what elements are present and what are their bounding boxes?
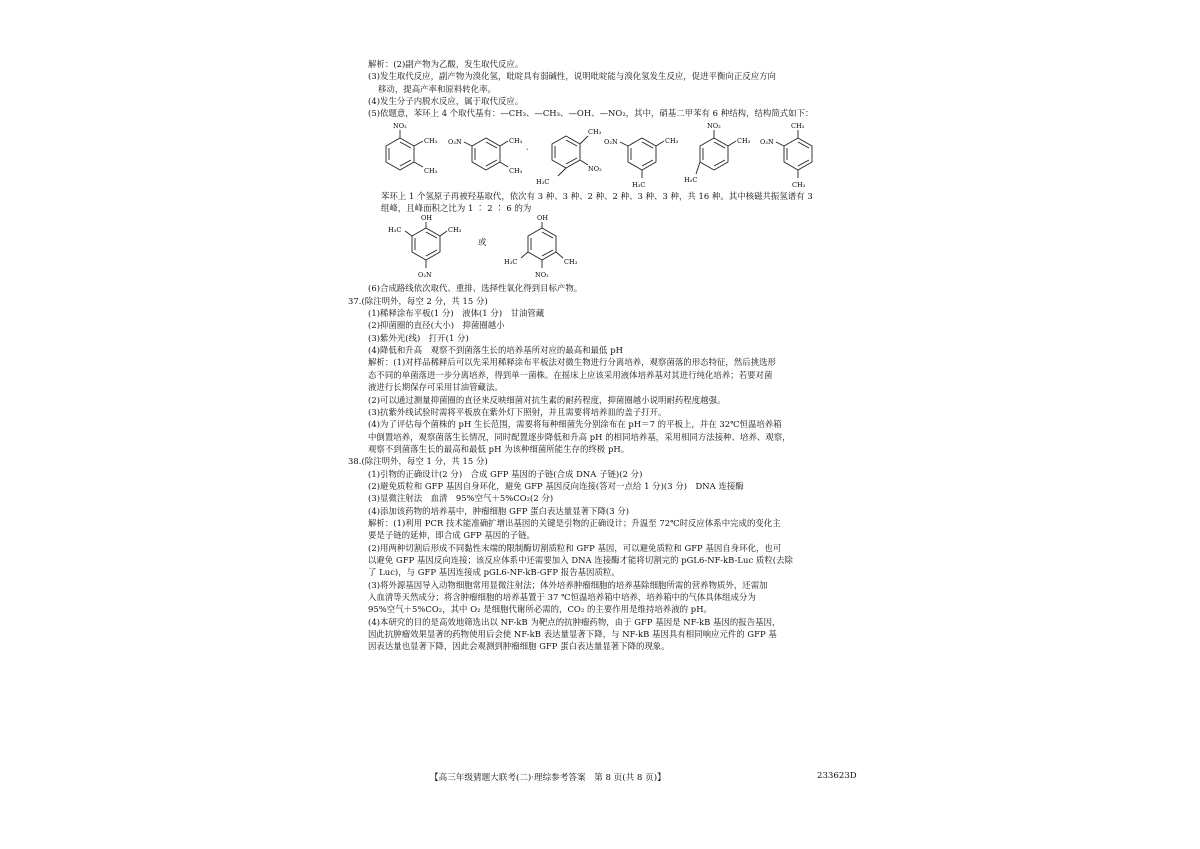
text-line: 组峰，且峰面积之比为 1 ∶ 2 ∶ 6 的为 xyxy=(381,203,532,214)
text-block xyxy=(348,282,860,652)
svg-text:H₃C: H₃C xyxy=(388,226,402,235)
text-line: 苯环上 1 个氢原子再被羟基取代，依次有 3 种、3 种、2 种、2 种、3 种、3 种，共 16 种。其中核磁共振氢谱有 3 xyxy=(381,190,813,201)
structure-5 xyxy=(684,120,754,190)
text-line: (4)降低和升高 观察不到菌落生长的培养基所对应的最高和最低 pH xyxy=(368,345,623,356)
text-line: 解析：(1)对样品稀释后可以先采用稀释涂布平板法对微生物进行分离培养，观察菌落的形态特征，然后挑选形 xyxy=(368,357,776,368)
text-line: 移动，提高产率和原料转化率。 xyxy=(378,83,496,94)
svg-text:CH₃: CH₃ xyxy=(588,127,602,136)
text-line: 入血清等天然成分；将含肿瘤细胞的培养基置于 37 ℃恒温培养箱中培养，培养箱中的气体具体组成分为 xyxy=(368,592,756,602)
svg-text:O₂N: O₂N xyxy=(418,271,432,280)
svg-text:OH: OH xyxy=(421,214,433,223)
svg-text:CH₃: CH₃ xyxy=(448,226,462,235)
svg-text:OH: OH xyxy=(537,214,549,223)
svg-text:CH₃: CH₃ xyxy=(737,136,751,145)
text-line: (2)可以通过测量抑菌圈的直径来反映细菌对抗生素的耐药程度，抑菌圈越小说明耐药程度越强。 xyxy=(368,394,726,405)
text-line: 95%空气＋5%CO₂，其中 O₂ 是细胞代谢所必需的，CO₂ 的主要作用是维持培养液的 pH。 xyxy=(368,604,712,615)
text-line: (3)显微注射法 血清 95%空气＋5%CO₂(2 分) xyxy=(368,493,554,504)
text-line: (4)添加该药物的培养基中，肿瘤细胞 GFP 蛋白表达量显著下降(3 分) xyxy=(368,505,630,516)
svg-text:NO₂: NO₂ xyxy=(535,271,549,280)
text-line: 因此抗肿瘤效果显著的药物使用后会使 NF-kB 表达量显著下降，与 NF-kB 基因具有相同响应元件的 GFP 基 xyxy=(368,629,777,640)
svg-text:O₂N: O₂N xyxy=(448,137,462,146)
svg-text:O₂N: O₂N xyxy=(604,137,618,146)
text-line: (3)发生取代反应，副产物为溴化氢，吡啶具有弱碱性，说明吡啶能与溴化氢发生反应，促进平衡向正反应方向 xyxy=(368,71,776,82)
text-line: 中倒置培养，观察菌落生长情况，同时配置逐步降低和升高 pH 的相同培养基，采用相同方法接种、培养、观察， xyxy=(368,431,791,442)
text-line: (1)稀释涂布平板(1 分) 液体(1 分) 甘油管藏 xyxy=(368,308,545,319)
text-line: 解析：(1)利用 PCR 技术能准确扩增出基因的关键是引物的正确设计；升温至 72℃时反应体系中完成的变化主 xyxy=(368,517,781,528)
text-line: 态不同的单菌落进一步分离培养，得到单一菌株。在摇床上应该采用液体培养基对其进行纯化培养；若要对菌 xyxy=(368,369,773,380)
phenol-structure-2 xyxy=(504,214,584,282)
svg-text:NO₂: NO₂ xyxy=(588,164,602,173)
svg-text:CH₃: CH₃ xyxy=(509,136,523,145)
text-line: 了 Luc)，与 GFP 基因连接成 pGL6-NF-kB-GFP 报告基因质粒。 xyxy=(368,567,620,578)
svg-text:CH₃: CH₃ xyxy=(792,180,806,189)
structure-1 xyxy=(378,120,448,188)
text-line: 液进行长期保存可采用甘油管藏法。 xyxy=(368,382,503,393)
svg-text:CH₃: CH₃ xyxy=(509,166,523,175)
text-line: 要是子链的延伸，即合成 GFP 基因的子链。 xyxy=(368,530,535,541)
svg-text:CH₃: CH₃ xyxy=(791,121,805,130)
svg-text:H₃C: H₃C xyxy=(504,258,518,267)
text-line: (2)用两种切割后形成不同黏性末端的限制酶切割质粒和 GFP 基因，可以避免质粒和 GFP 基因自身环化，也可 xyxy=(368,542,782,553)
text-line: (3)将外源基因导入动物细胞常用显微注射法；体外培养肿瘤细胞的培养基除细胞所需的营养物质外，还需加 xyxy=(368,579,768,590)
svg-text:H₃C: H₃C xyxy=(684,175,698,184)
phenol-structure-1 xyxy=(388,214,468,282)
text-line: (1)引物的正确设计(2 分) 合成 GFP 基因的子链(合成 DNA 子链)(2 分) xyxy=(368,468,643,479)
text-line: 因表达量也显著下降，因此会观测到肿瘤细胞 GFP 蛋白表达量显著下降的现象。 xyxy=(368,641,670,652)
text-line: (2)抑菌圈的直径(大小) 抑菌圈越小 xyxy=(368,320,505,331)
text-line: (5)依题意，苯环上 4 个取代基有：—CH₃、—CH₃、—OH、—NO₂，其中，硝基二甲苯有 6 种结构，结构简式如下： xyxy=(368,108,814,119)
text-line: (3)抗紫外线试验时需将平板放在紫外灯下照射，并且需要将培养皿的盖子打开。 xyxy=(368,406,667,417)
text-line: (2)避免质粒和 GFP 基因自身环化，避免 GFP 基因反向连接(答对一点给 1 分)(3 分) DNA 连接酶 xyxy=(368,480,744,491)
text-line: 以避免 GFP 基因反向连接；该反应体系中还需要加入 DNA 连接酶才能将切割完的 pGL6-NF-kB-Luc 质粒(去除 xyxy=(368,554,793,565)
svg-text:NO₂: NO₂ xyxy=(393,121,407,130)
structure-4 xyxy=(604,120,684,190)
phenol-structures xyxy=(388,214,860,282)
structure-2 xyxy=(448,120,528,188)
text-line: (6)合成路线依次取代、重排、选择性氧化得到目标产物。 xyxy=(368,283,583,294)
text-block xyxy=(348,58,860,120)
text-line: (4)为了评估每个菌株的 pH 生长范围，需要将每种细菌先分别涂布在 pH＝7 的平板上，并在 32℃恒温培养箱 xyxy=(368,419,782,430)
separator-comma: 、 xyxy=(526,142,533,151)
footer-title: 【高三年级猜题大联考(二)·理综参考答案 第 8 页(共 8 页)】 xyxy=(430,773,666,783)
answer-content xyxy=(348,58,860,653)
page-footer xyxy=(430,771,870,783)
structure-6 xyxy=(760,120,840,190)
svg-text:CH₃: CH₃ xyxy=(424,166,438,175)
footer-code: 233623D xyxy=(817,771,857,781)
svg-text:H₃C: H₃C xyxy=(536,177,550,186)
text-line: 解析：(2)副产物为乙酸，发生取代反应。 xyxy=(368,59,524,69)
svg-text:H₃C: H₃C xyxy=(632,180,646,189)
svg-text:CH₃: CH₃ xyxy=(424,136,438,145)
svg-text:O₂N: O₂N xyxy=(760,137,774,146)
text-line: 37.(除注明外，每空 2 分，共 15 分) xyxy=(348,295,488,306)
structure-3 xyxy=(534,120,608,190)
text-line: (3)紫外光(线) 打开(1 分) xyxy=(368,332,469,343)
text-block xyxy=(348,190,860,215)
text-line: 观察不到菌落生长的最高和最低 pH 为该种细菌所能生存的终极 pH。 xyxy=(368,443,630,454)
text-line: 38.(除注明外，每空 1 分，共 15 分) xyxy=(348,456,488,467)
text-line: (4)本研究的目的是高效地筛选出以 NF-kB 为靶点的抗肿瘤药物，由于 GFP 基因是 NF-kB 基因的报告基因， xyxy=(368,616,781,627)
svg-text:CH₃: CH₃ xyxy=(564,258,578,267)
svg-text:NO₂: NO₂ xyxy=(707,121,721,130)
or-label: 或 xyxy=(478,237,487,248)
text-line: (4)发生分子内脱水反应，属于取代反应。 xyxy=(368,96,524,107)
nitroxylene-structures xyxy=(368,120,860,190)
svg-text:CH₃: CH₃ xyxy=(665,136,679,145)
